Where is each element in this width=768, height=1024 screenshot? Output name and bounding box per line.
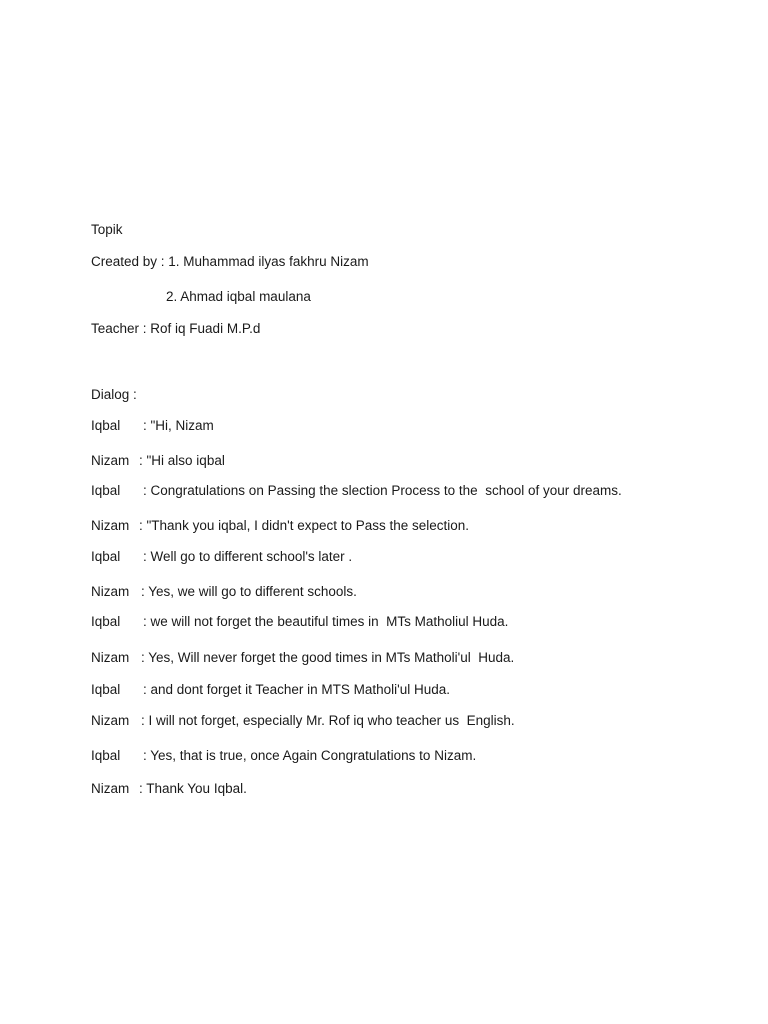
created-by-line: Created by : 1. Muhammad ilyas fakhru Nizam bbox=[91, 254, 369, 269]
speaker-name: Iqbal bbox=[91, 418, 121, 433]
dialog-text: : Well go to different school's later . bbox=[143, 549, 353, 564]
speaker-name: Nizam bbox=[91, 781, 130, 796]
speaker-name: Nizam bbox=[91, 650, 130, 665]
dialog-text: : Yes, that is true, once Again Congratulations to Nizam. bbox=[143, 748, 477, 763]
dialog-line bbox=[91, 483, 622, 499]
dialog-line bbox=[91, 614, 508, 630]
dialog-label: Dialog : bbox=[91, 387, 137, 402]
dialog-line bbox=[91, 549, 352, 565]
dialog-line bbox=[91, 682, 450, 698]
speaker-name: Nizam bbox=[91, 584, 130, 599]
dialog-line bbox=[91, 650, 514, 666]
dialog-text: : "Hi also iqbal bbox=[139, 453, 225, 468]
speaker-name: Nizam bbox=[91, 713, 130, 728]
dialog-text: : and dont forget it Teacher in MTS Matholi'ul Huda. bbox=[143, 682, 450, 697]
dialog-line bbox=[91, 584, 357, 600]
speaker-name: Nizam bbox=[91, 453, 130, 468]
dialog-text: : "Hi, Nizam bbox=[143, 418, 214, 433]
dialog-text: : Yes, Will never forget the good times in MTs Matholi'ul Huda. bbox=[141, 650, 515, 665]
speaker-name: Iqbal bbox=[91, 614, 121, 629]
dialog-text: : Congratulations on Passing the slection Process to the school of your dreams. bbox=[143, 483, 622, 498]
teacher-line: Teacher : Rof iq Fuadi M.P.d bbox=[91, 321, 261, 336]
speaker-name: Iqbal bbox=[91, 748, 121, 763]
dialog-text: : we will not forget the beautiful times in MTs Matholiul Huda. bbox=[143, 614, 509, 629]
speaker-name: Iqbal bbox=[91, 549, 121, 564]
dialog-line bbox=[91, 713, 515, 729]
dialog-text: : "Thank you iqbal, I didn't expect to Pass the selection. bbox=[139, 518, 470, 533]
speaker-name: Iqbal bbox=[91, 682, 121, 697]
dialog-line bbox=[91, 418, 214, 434]
dialog-text: : Yes, we will go to different schools. bbox=[141, 584, 357, 599]
dialog-line bbox=[91, 781, 247, 797]
dialog-line bbox=[91, 518, 469, 534]
dialog-line bbox=[91, 748, 476, 764]
dialog-text: : I will not forget, especially Mr. Rof iq who teacher us English. bbox=[141, 713, 515, 728]
dialog-text: : Thank You Iqbal. bbox=[139, 781, 247, 796]
topic-heading: Topik bbox=[91, 222, 123, 237]
speaker-name: Nizam bbox=[91, 518, 130, 533]
dialog-line bbox=[91, 453, 225, 469]
second-author-line: 2. Ahmad iqbal maulana bbox=[166, 289, 311, 304]
speaker-name: Iqbal bbox=[91, 483, 121, 498]
